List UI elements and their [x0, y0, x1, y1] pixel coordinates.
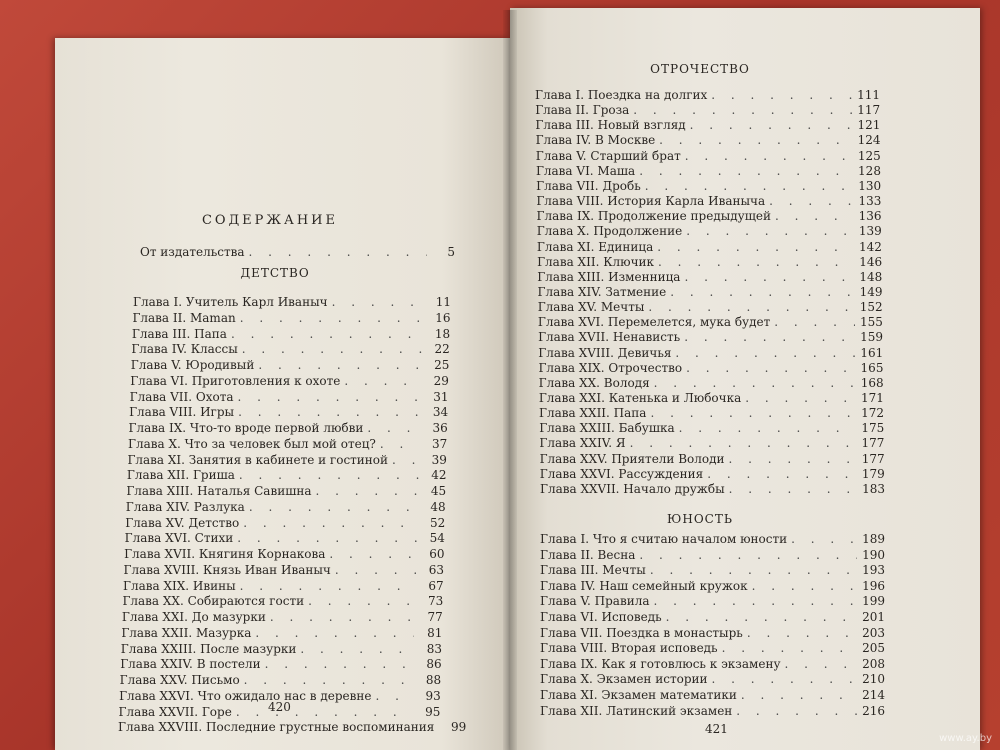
- toc-row: [132, 311, 450, 325]
- toc-label: Глава VII. Дробь: [536, 178, 641, 193]
- toc-label: Глава X. Продолжение: [536, 224, 683, 239]
- toc-page: 36: [432, 421, 448, 435]
- leader-dots: [774, 315, 855, 329]
- toc-row: [121, 642, 442, 656]
- toc-row: [537, 270, 882, 284]
- toc-row: [131, 342, 449, 356]
- toc-label: Глава VIII. Вторая исповедь: [540, 641, 718, 656]
- toc-label: Глава V. Старший брат: [535, 148, 681, 163]
- leader-dots: [231, 327, 422, 341]
- toc-page: 201: [862, 610, 885, 624]
- toc-row: [126, 500, 446, 514]
- leader-dots: [679, 421, 857, 435]
- leader-dots: [265, 657, 414, 671]
- toc-label: Глава XIV. Разлука: [125, 499, 245, 514]
- leader-dots: [316, 484, 419, 498]
- toc-row: [124, 563, 445, 577]
- toc-label: Глава XV. Детство: [125, 515, 240, 530]
- leader-dots: [239, 468, 419, 482]
- toc-row: [540, 626, 885, 640]
- leader-dots: [344, 374, 421, 388]
- toc-row: [536, 164, 881, 178]
- toc-row: [119, 689, 441, 703]
- leader-dots: [775, 209, 854, 223]
- toc-label: Глава X. Что за человек был мой отец?: [128, 436, 376, 451]
- toc-label: От издательства: [140, 245, 245, 259]
- leader-dots: [769, 194, 853, 208]
- toc-row: [125, 531, 445, 545]
- toc-label: Глава XXII. Папа: [539, 406, 647, 421]
- toc-page: 11: [435, 295, 451, 309]
- toc-page: 168: [860, 375, 884, 390]
- toc-row: [540, 641, 885, 655]
- toc-page: 81: [427, 625, 443, 640]
- toc-page: 125: [857, 148, 881, 163]
- leader-dots: [659, 133, 852, 147]
- toc-row: [539, 436, 884, 450]
- toc-label: Глава XVIII. Князь Иван Иваныч: [123, 562, 331, 577]
- watermark: www.ay.by: [939, 733, 992, 744]
- left-folio: 420: [268, 700, 291, 714]
- toc-label: Глава XV. Мечты: [537, 300, 645, 315]
- leader-dots: [242, 342, 422, 356]
- toc-page: 45: [430, 484, 447, 498]
- toc-row: [130, 374, 449, 388]
- toc-page: 16: [435, 310, 451, 325]
- toc-row: [540, 452, 885, 466]
- toc-page: 214: [862, 688, 885, 702]
- toc-page: 86: [426, 657, 442, 672]
- toc-page: 199: [862, 594, 885, 609]
- leader-dots: [375, 689, 412, 703]
- toc-label: Глава VII. Поездка в монастырь: [540, 625, 743, 640]
- toc-page: 29: [433, 373, 449, 388]
- toc-row: [539, 376, 884, 390]
- leader-dots: [243, 516, 417, 530]
- toc-row: [537, 209, 882, 223]
- toc-row: [129, 421, 448, 435]
- toc-row: [540, 610, 885, 624]
- toc-label: Глава IX. Что-то вроде первой любви: [128, 421, 364, 435]
- toc-row: [538, 346, 883, 360]
- toc-row: [538, 285, 883, 299]
- toc-page: 189: [862, 532, 885, 546]
- toc-row: [540, 563, 885, 577]
- toc-row: [536, 149, 881, 163]
- toc-row: [123, 579, 444, 593]
- toc-label: Глава XIII. Наталья Савишна: [126, 484, 312, 498]
- leader-dots: [736, 704, 857, 718]
- toc-label: Глава IX. Продолжение предыдущей: [536, 209, 771, 224]
- toc-page: 139: [858, 224, 882, 239]
- toc-label: Глава XIV. Затмение: [537, 284, 667, 299]
- toc-row: [540, 467, 885, 481]
- toc-label: Глава XXI. Катенька и Любочка: [538, 391, 742, 405]
- toc-page: 117: [857, 103, 881, 118]
- toc-row: [540, 672, 885, 686]
- leader-dots: [633, 103, 852, 117]
- toc-page: 83: [426, 641, 443, 656]
- leader-dots: [249, 245, 427, 259]
- leader-dots: [791, 532, 857, 546]
- toc-page: 18: [434, 326, 451, 341]
- toc-page: 130: [858, 178, 882, 193]
- toc-row: [537, 240, 882, 254]
- leader-dots: [747, 626, 857, 640]
- toc-row: [540, 482, 885, 496]
- toc-row: [126, 484, 446, 498]
- leader-dots: [630, 436, 857, 450]
- leader-dots: [650, 563, 857, 577]
- toc-label: Глава XXVI. Рассуждения: [539, 466, 704, 481]
- toc-label: Глава VII. Охота: [129, 389, 234, 404]
- toc-label: Глава XX. Собираются гости: [122, 594, 305, 609]
- toc-page: 210: [862, 672, 885, 687]
- leader-dots: [729, 482, 857, 496]
- toc-row: [536, 133, 881, 147]
- toc-label: Глава XII. Ключик: [537, 254, 654, 269]
- toc-label: Глава VI. Исповедь: [540, 610, 662, 624]
- toc-label: Глава XIII. Изменница: [537, 269, 681, 284]
- leader-dots: [684, 330, 855, 344]
- leader-dots: [658, 255, 854, 269]
- toc-row: [538, 300, 883, 314]
- toc-label: Глава XVI. Перемелется, мука будет: [537, 315, 771, 330]
- toc-row: [121, 626, 442, 640]
- toc-row: [122, 610, 443, 624]
- toc-page: 146: [859, 254, 883, 269]
- toc-label: Глава XII. Латинский экзамен: [540, 703, 733, 718]
- toc-page: 5: [447, 245, 455, 259]
- toc-row: [128, 437, 447, 451]
- leader-dots: [684, 270, 854, 284]
- leader-dots: [785, 657, 858, 671]
- toc-row: [538, 361, 883, 375]
- section-title-youth: ЮНОСТЬ: [667, 512, 733, 526]
- toc-page: 165: [860, 360, 884, 375]
- toc-page: 149: [859, 284, 883, 299]
- leader-dots: [670, 285, 854, 299]
- toc-label: Глава I. Поездка на долгих: [535, 88, 708, 102]
- toc-page: 52: [430, 515, 446, 530]
- toc-page: 42: [431, 468, 447, 483]
- leader-dots: [300, 642, 414, 656]
- toc-label: Глава V. Правила: [540, 594, 650, 609]
- toc-label: Глава IX. Как я готовлюсь к экзамену: [540, 656, 781, 671]
- toc-page: 63: [428, 562, 445, 577]
- toc-row: [538, 330, 883, 344]
- toc-page: 95: [425, 704, 441, 719]
- toc-row: [131, 358, 450, 372]
- toc-label: Глава II. Весна: [540, 547, 636, 562]
- toc-label: Глава I. Учитель Карл Иваныч: [133, 295, 328, 309]
- toc-label: Глава XXVII. Начало дружбы: [540, 481, 725, 496]
- toc-page: 177: [861, 436, 885, 451]
- toc-row: [539, 421, 884, 435]
- toc-label: Глава VIII. История Карла Иваныча: [536, 194, 766, 209]
- toc-row: [118, 720, 467, 735]
- leader-dots: [654, 376, 856, 390]
- leader-dots: [258, 358, 421, 372]
- publisher-entry: [140, 245, 455, 259]
- toc-row: [133, 295, 451, 309]
- toc-page: 31: [433, 389, 449, 404]
- leader-dots: [690, 118, 853, 132]
- toc-row: [119, 705, 441, 719]
- toc-row: [540, 594, 885, 608]
- toc-page: 54: [429, 531, 445, 546]
- toc-page: 171: [860, 391, 884, 405]
- toc-row: [540, 532, 885, 546]
- leader-dots: [240, 311, 423, 325]
- toc-page: 88: [425, 673, 442, 687]
- toc-label: Глава IV. Наш семейный кружок: [540, 578, 748, 593]
- leader-dots: [639, 548, 857, 562]
- toc-page: 133: [858, 194, 882, 209]
- leader-dots: [711, 88, 852, 102]
- toc-row: [535, 103, 880, 117]
- toc-label: Глава XII. Гриша: [126, 468, 235, 483]
- toc-page: 60: [429, 547, 445, 561]
- toc-row: [540, 704, 885, 718]
- toc-label: Глава XX. Володя: [538, 375, 650, 390]
- toc-page: 208: [862, 656, 885, 671]
- toc-page: 196: [862, 578, 885, 593]
- toc-page: 22: [434, 342, 450, 357]
- toc-label: Глава XXIII. После мазурки: [120, 641, 297, 656]
- toc-label: Глава XXV. Приятели Володи: [539, 451, 725, 466]
- toc-label: Глава V. Юродивый: [130, 358, 255, 372]
- toc-label: Глава XXIII. Бабушка: [539, 421, 675, 436]
- leader-dots: [335, 563, 416, 577]
- toc-row: [539, 406, 884, 420]
- section-title-childhood: ДЕТСТВО: [240, 266, 310, 280]
- right-folio: 421: [705, 722, 728, 736]
- toc-row: [540, 657, 885, 671]
- toc-page: 99: [451, 720, 467, 735]
- toc-page: 39: [431, 452, 447, 467]
- leader-dots: [238, 405, 420, 419]
- toc-row: [540, 688, 885, 702]
- leader-dots: [745, 391, 856, 405]
- toc-row: [120, 657, 441, 671]
- leader-dots: [308, 594, 415, 608]
- toc-row: [120, 673, 442, 687]
- toc-label: Глава III. Новый взгляд: [535, 118, 686, 133]
- toc-label: Глава I. Что я считаю началом юности: [540, 532, 788, 546]
- toc-page: 25: [434, 358, 450, 372]
- toc-label: Глава X. Экзамен истории: [540, 672, 708, 687]
- toc-page: 203: [862, 625, 885, 640]
- toc-page: 193: [862, 563, 885, 578]
- toc-label: Глава XXVII. Горе: [118, 704, 232, 719]
- toc-row: [122, 594, 443, 608]
- leader-dots: [653, 594, 857, 608]
- toc-page: 175: [861, 421, 885, 436]
- toc-page: 179: [861, 466, 885, 481]
- toc-page: 148: [859, 269, 883, 284]
- toc-label: Глава VI. Маша: [535, 163, 636, 178]
- toc-page: 121: [857, 118, 881, 133]
- toc-row: [127, 468, 447, 482]
- toc-page: 136: [858, 209, 882, 224]
- leader-dots: [392, 453, 419, 467]
- toc-page: 190: [862, 547, 885, 562]
- toc-label: Глава XXV. Письмо: [119, 673, 240, 687]
- toc-label: Глава XXIV. Я: [539, 436, 626, 451]
- toc-label: Глава XXI. До мазурки: [121, 610, 266, 624]
- toc-label: Глава XI. Экзамен математики: [540, 688, 737, 702]
- toc-row: [129, 405, 448, 419]
- leader-dots: [244, 673, 414, 687]
- leader-dots: [367, 421, 419, 435]
- toc-label: Глава XIX. Ивины: [123, 578, 236, 593]
- toc-page: 161: [860, 345, 884, 360]
- toc-page: 77: [427, 610, 443, 624]
- leader-dots: [270, 610, 415, 624]
- leader-dots: [236, 705, 413, 719]
- toc-label: Глава XIX. Отрочество: [538, 360, 683, 375]
- toc-label: Глава III. Папа: [131, 326, 227, 341]
- toc-page: 48: [430, 499, 446, 514]
- toc-row: [537, 255, 882, 269]
- toc-page: 124: [857, 133, 881, 148]
- toc-row: [539, 391, 884, 405]
- leader-dots: [639, 164, 853, 178]
- toc-page: 93: [425, 688, 441, 703]
- toc-row: [125, 516, 445, 530]
- toc-row: [540, 548, 885, 562]
- leader-dots: [650, 406, 856, 420]
- leader-dots: [249, 500, 418, 514]
- toc-page: 216: [862, 703, 885, 718]
- toc-label: Глава XI. Единица: [536, 239, 654, 254]
- toc-row: [535, 88, 880, 102]
- toc-page: 205: [862, 641, 885, 656]
- toc-row: [540, 579, 885, 593]
- leader-dots: [666, 610, 857, 624]
- leader-dots: [240, 579, 416, 593]
- toc-row: [536, 194, 881, 208]
- toc-row: [132, 327, 450, 341]
- toc-row: [536, 179, 881, 193]
- toc-page: 73: [427, 594, 444, 609]
- toc-page: 172: [861, 406, 885, 421]
- leader-dots: [332, 295, 423, 309]
- leader-dots: [238, 390, 421, 404]
- toc-row: [130, 390, 449, 404]
- book-spine: [503, 10, 517, 750]
- toc-page: 159: [860, 330, 884, 345]
- toc-label: Глава XVII. Княгиня Корнакова: [124, 547, 326, 561]
- toc-page: 183: [862, 481, 885, 496]
- toc-label: Глава XVII. Ненависть: [538, 330, 681, 345]
- leader-dots: [741, 688, 857, 702]
- leader-dots: [329, 547, 416, 561]
- toc-page: 177: [861, 451, 885, 466]
- toc-page: 142: [859, 239, 882, 254]
- toc-label: Глава XVI. Стихи: [124, 531, 234, 546]
- toc-page: 37: [432, 436, 448, 451]
- toc-label: Глава VIII. Игры: [129, 405, 235, 420]
- leader-dots: [707, 467, 857, 481]
- toc-page: 67: [428, 578, 444, 593]
- section-title-adolescence: ОТРОЧЕСТВО: [650, 62, 750, 76]
- leader-dots: [686, 361, 855, 375]
- contents-title: СОДЕРЖАНИЕ: [201, 213, 339, 228]
- toc-label: Глава II. Гроза: [535, 103, 630, 118]
- leader-dots: [686, 224, 854, 238]
- toc-label: Глава XXVIII. Последние грустные воспоминания: [118, 720, 435, 735]
- toc-row: [127, 453, 446, 467]
- toc-label: Глава XXIV. В постели: [120, 657, 261, 672]
- toc-label: Глава III. Мечты: [540, 563, 646, 578]
- toc-label: Глава XXII. Мазурка: [121, 625, 252, 640]
- leader-dots: [380, 437, 419, 451]
- leader-dots: [648, 300, 854, 314]
- toc-row: [538, 315, 883, 329]
- toc-label: Глава XI. Занятия в кабинете и гостиной: [127, 452, 389, 467]
- leader-dots: [685, 149, 853, 163]
- leader-dots: [645, 179, 853, 193]
- leader-dots: [675, 346, 855, 360]
- toc-label: Глава XVIII. Девичья: [538, 345, 672, 360]
- toc-row: [124, 547, 444, 561]
- toc-label: Глава VI. Приготовления к охоте: [130, 373, 341, 388]
- toc-row: [535, 118, 880, 132]
- toc-label: Глава IV. Классы: [131, 342, 238, 357]
- leader-dots: [722, 641, 857, 655]
- toc-label: Глава XXVI. Что ожидало нас в деревне: [119, 688, 372, 703]
- toc-label: Глава IV. В Москве: [535, 133, 656, 148]
- leader-dots: [729, 452, 857, 466]
- toc-page: 34: [432, 405, 449, 420]
- leader-dots: [237, 531, 417, 545]
- toc-page: 155: [859, 315, 883, 330]
- leader-dots: [712, 672, 857, 686]
- toc-page: 128: [858, 163, 881, 178]
- toc-label: Глава II. Maman: [132, 310, 236, 325]
- toc-page: 111: [857, 88, 880, 102]
- leader-dots: [752, 579, 857, 593]
- toc-row: [537, 224, 882, 238]
- leader-dots: [657, 240, 854, 254]
- leader-dots: [255, 626, 414, 640]
- toc-page: 152: [859, 300, 883, 315]
